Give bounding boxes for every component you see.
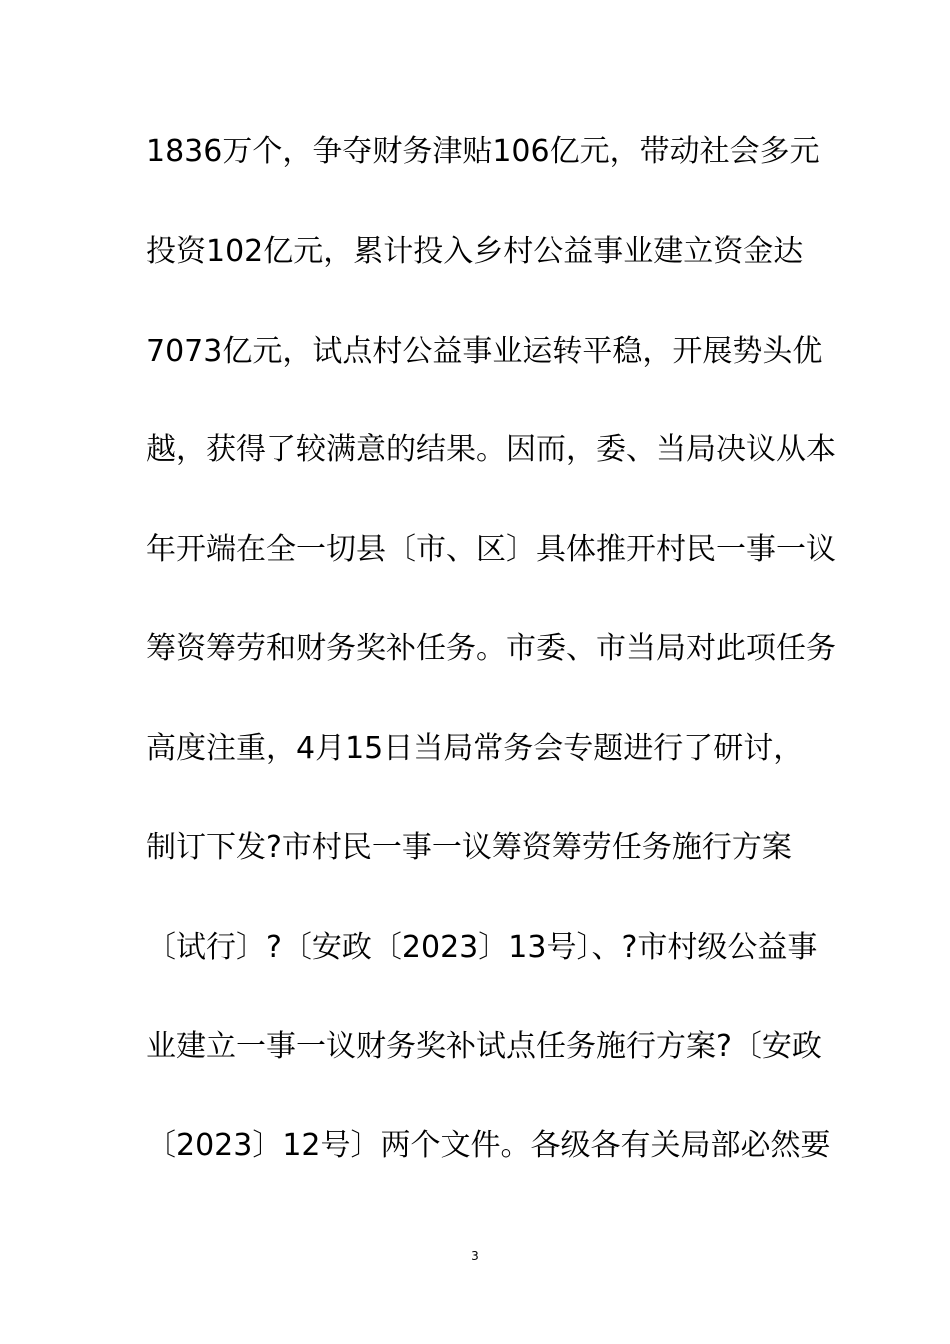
text-line-1: 1836万个，争夺财务津贴106亿元，带动社会多元: [146, 134, 820, 169]
text-line-9: 〔试行〕?〔安政〔2023〕13号〕、?市村级公益事: [146, 930, 818, 965]
text-line-4: 越，获得了较满意的结果。因而，委、当局决议从本: [146, 432, 836, 467]
page-number: 3: [471, 1249, 479, 1263]
text-line-7: 高度注重，4月15日当局常务会专题进行了研讨，: [146, 731, 804, 766]
text-line-2: 投资102亿元，累计投入乡村公益事业建立资金达: [146, 234, 804, 269]
text-line-8: 制订下发?市村民一事一议筹资筹劳任务施行方案: [146, 830, 792, 865]
text-line-11: 〔2023〕12号〕两个文件。各级各有关局部必然要: [146, 1128, 831, 1163]
text-line-5: 年开端在全一切县〔市、区〕具体推开村民一事一议: [146, 532, 836, 567]
text-line-3: 7073亿元，试点村公益事业运转平稳，开展势头优: [146, 334, 823, 369]
text-line-10: 业建立一事一议财务奖补试点任务施行方案?〔安政: [146, 1029, 822, 1064]
text-line-6: 筹资筹劳和财务奖补任务。市委、市当局对此项任务: [146, 631, 836, 666]
